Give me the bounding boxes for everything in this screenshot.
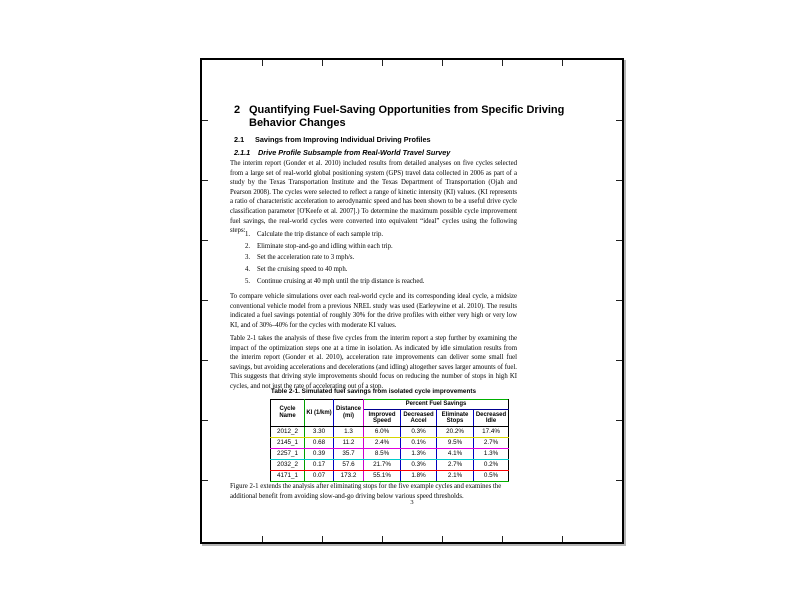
tick-mark [502,60,503,66]
subsubsection-number: 2.1.1 [234,148,251,157]
list-item [245,266,505,275]
cell-cycle: 2145_1 [271,438,305,449]
tick-mark [202,120,208,121]
ordered-list [245,231,505,289]
cell-eliminate-stops: 9.5% [437,438,474,449]
header-decreased-idle: Decreased Idle [474,410,509,427]
tick-mark [202,240,208,241]
list-item-number: 2. [245,242,251,250]
tick-mark [202,180,208,181]
subsubsection-heading [234,148,450,157]
header-cycle-name: Cycle Name [271,400,305,427]
header-ki: KI (1/km) [305,400,334,427]
cell-distance: 57.6 [334,460,364,471]
cell-decreased-idle: 0.5% [474,471,509,482]
cell-cycle: 4171_1 [271,471,305,482]
cell-decreased-accel: 0.1% [401,438,437,449]
tick-mark [262,536,263,542]
cell-eliminate-stops: 2.1% [437,471,474,482]
tick-mark [442,536,443,542]
tick-mark [262,60,263,66]
tick-mark [382,536,383,542]
cell-decreased-accel: 1.3% [401,449,437,460]
tick-mark [382,60,383,66]
tick-mark [322,60,323,66]
cell-decreased-idle: 17.4% [474,427,509,438]
subsection-heading [234,135,431,144]
cell-decreased-accel: 0.3% [401,460,437,471]
cell-distance: 1.3 [334,427,364,438]
cell-ki: 3.30 [305,427,334,438]
cell-ki: 0.68 [305,438,334,449]
header-improved-speed: Improved Speed [364,410,401,427]
tick-mark [562,536,563,542]
tick-mark [202,300,208,301]
cell-improved-speed: 6.0% [364,427,401,438]
list-item-number: 5. [245,277,251,285]
tick-mark [616,300,622,301]
list-item-text: Calculate the trip distance of each sample trip. [257,231,384,238]
paragraph: To compare vehicle simulations over each real-world cycle and its corresponding ideal cycle, a midsize conventional vehicle model from a previous NREL study was used (Earleywine et al. 2010). The results indicated a fuel savings potential of roughly 30% for the drive profiles with either very high or very low KI, and of 30%–40% for the cycles with moderate KI values. [230,293,517,329]
cell-decreased-idle: 2.7% [474,438,509,449]
section-heading [234,104,578,130]
tick-mark [616,120,622,121]
cell-eliminate-stops: 20.2% [437,427,474,438]
cell-distance: 35.7 [334,449,364,460]
document-page [200,58,624,544]
cell-improved-speed: 2.4% [364,438,401,449]
list-item [245,278,505,287]
cell-decreased-accel: 1.8% [401,471,437,482]
tick-mark [502,536,503,542]
list-item-number: 3. [245,254,251,262]
list-item-number: 1. [245,231,251,238]
paragraph: Figure 2-1 extends the analysis after eliminating stops for the five example cycles and examines the additional benefit from avoiding slow-and-go driving below various speed thresholds. [230,483,502,500]
table-header-row [271,400,509,410]
list-item [245,254,505,263]
list-item-text: Set the acceleration rate to 3 mph/s. [257,254,355,262]
list-item-text: Continue cruising at 40 mph until the trip distance is reached. [257,277,425,285]
table-row [271,471,509,482]
cell-improved-speed: 55.1% [364,471,401,482]
table-row [271,460,509,471]
cell-decreased-idle: 0.2% [474,460,509,471]
section-heading-text: Quantifying Fuel-Saving Opportunities from Specific Driving Behavior Changes [249,104,565,129]
table-row [271,449,509,460]
list-item-text: Eliminate stop-and-go and idling within each trip. [257,242,393,250]
tick-mark [616,180,622,181]
cell-distance: 11.2 [334,438,364,449]
cell-cycle: 2257_1 [271,449,305,460]
cell-eliminate-stops: 4.1% [437,449,474,460]
header-percent-fuel-savings: Percent Fuel Savings [364,400,509,410]
cell-eliminate-stops: 2.7% [437,460,474,471]
cell-improved-speed: 21.7% [364,460,401,471]
subsubsection-title: Drive Profile Subsample from Real-World Travel Survey [258,148,451,157]
fuel-savings-table [270,399,509,482]
cell-cycle: 2012_2 [271,427,305,438]
header-eliminate-stops: Eliminate Stops [437,410,474,427]
tick-mark [616,420,622,421]
header-distance: Distance (mi) [334,400,364,427]
tick-mark [616,240,622,241]
paragraph: The interim report (Gonder et al. 2010) included results from detailed analyses on five cycles selected from a large set of real-world global positioning system (GPS) travel data collected in 2006 as part of a study by the Texas Transportation Institute and the Texas Department of Transportation (Ojah and Pearson 2008). The cycles were selected to reflect a range of kinetic intensity (KI) values. (KI represents a ratio of characteristic acceleration to aerodynamic speed and has been shown to be a useful drive cycle classification parameter [O'Keefe et al. 2007].) To determine the maximum possible cycle improvement fuel savings, the real-world cycles were converted into equivalent “ideal” cycles using the following steps: [230,160,517,235]
tick-mark [616,480,622,481]
list-item-number: 4. [245,266,251,274]
paragraph: Table 2-1 takes the analysis of these five cycles from the interim report a step further by examining the impact of the optimization steps one at a time in isolation. As indicated by idle simulation results from the interim report (Gonder et al. 2010), acceleration rate improvements can deliver some small fuel savings, but avoiding accelerations and decelerations (and idling) altogether saves larger amounts of fuel. This suggests that driving style improvements should focus on reducing the number of stops in high KI cycles, and not just the rate of accelerating out of a stop. [230,335,517,390]
list-item [245,243,505,252]
page-number: 3 [410,499,414,506]
cell-cycle: 2032_2 [271,460,305,471]
tick-mark [202,360,208,361]
cell-improved-speed: 8.5% [364,449,401,460]
list-item-text: Set the cruising speed to 40 mph. [257,266,348,274]
section-heading-number: 2 [234,104,241,116]
tick-mark [202,420,208,421]
subsection-number: 2.1 [234,135,245,144]
cell-ki: 0.39 [305,449,334,460]
tick-mark [442,60,443,66]
cell-distance: 173.2 [334,471,364,482]
header-decreased-accel: Decreased Accel [401,410,437,427]
subsection-title: Savings from Improving Individual Driving Profiles [255,135,431,144]
table-row [271,438,509,449]
table-caption: Table 2-1. Simulated fuel savings from isolated cycle improvements [270,388,477,395]
tick-mark [616,360,622,361]
tick-mark [322,536,323,542]
cell-ki: 0.07 [305,471,334,482]
cell-decreased-accel: 0.3% [401,427,437,438]
table-row [271,427,509,438]
list-item [245,231,505,240]
cell-ki: 0.17 [305,460,334,471]
tick-mark [202,480,208,481]
cell-decreased-idle: 1.3% [474,449,509,460]
tick-mark [562,60,563,66]
